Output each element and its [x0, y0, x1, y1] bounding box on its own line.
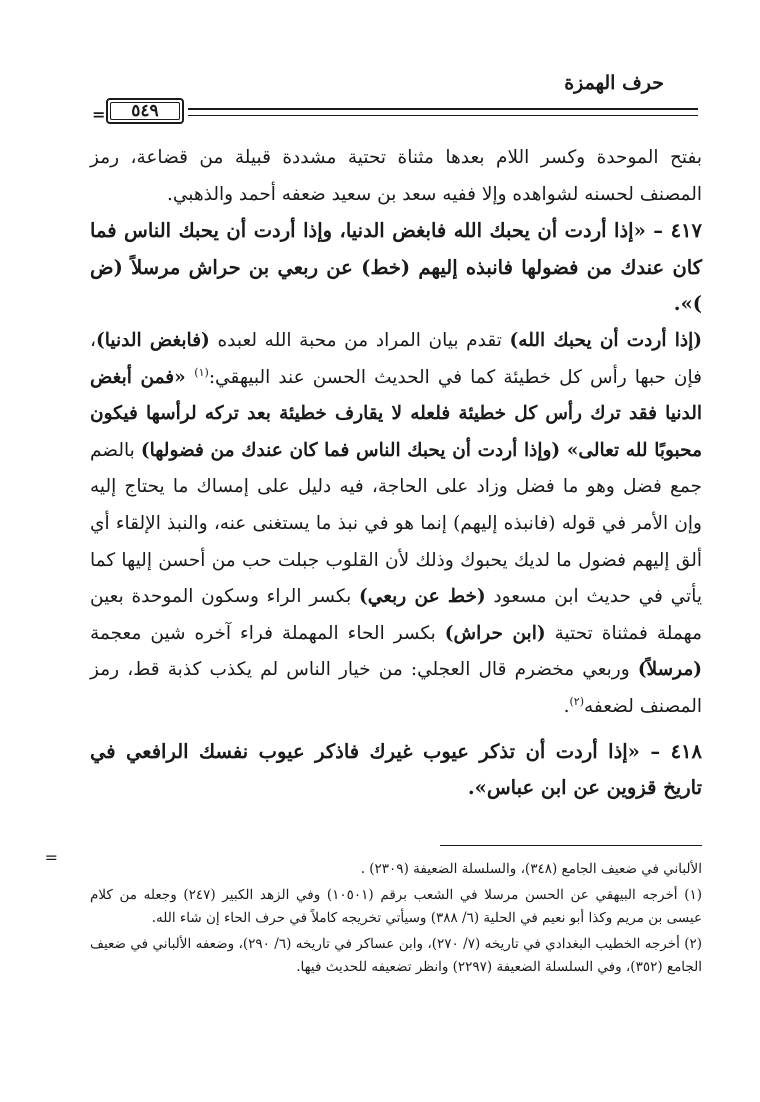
footnote-ref-2: (٢)	[569, 694, 584, 708]
main-text	[90, 140, 702, 807]
commentary-end: .	[563, 695, 570, 717]
commentary-text: بكسر الحاء المهملة فراء آخره شين معجمة	[90, 622, 445, 644]
commentary-quote: (إذا أردت أن يحبك الله)	[509, 329, 702, 351]
rule-dash-mark: =	[92, 105, 106, 124]
commentary-quote: «فمن أبغض الدنيا فقد ترك رأس كل خطيئة فلعله لا يقارف خطيئة بعد تركه لرأسها فيكون محبوبًا لله تعالى»	[90, 366, 702, 461]
commentary-quote: (ابن حراش)	[444, 622, 546, 644]
footnote-1: (١) أخرجه البيهقي عن الحسن مرسلا في الشعب برقم (١٠٥٠١) وفي الزهد الكبير (٢٤٧) وجعله من كلام عيسى بن مريم وكذا أبو نعيم في الحلية (٦/ ٣٨٨) وسيأتي تخريجه كاملاً في حرف الحاء إن شاء الله.	[90, 887, 703, 926]
hadith-418: ٤١٨ – «إذا أردت أن تذكر عيوب غيرك فاذكر عيوب نفسك الرافعي في تاريخ قزوين عن ابن عباس».	[90, 739, 702, 800]
header-rule	[92, 98, 698, 128]
commentary-text: بالضم جمع فضل وهو ما فضل وزاد على الحاجة، فيه دليل على إمساك ما يحتاج إليه وإن الأمر في قوله (فانبذه إليهم) إنما هو في نبذ ما يستغنى عنه، والنبذ الإلقاء أي ألق إليهم فضول ما لديك يحبوك وذلك لأن القلوب جبلت حب من أحسن إليها كما يأتي في حديث ابن مسعود	[90, 439, 702, 608]
double-rule-line	[188, 108, 698, 116]
commentary-text: ، فإن حبها رأس كل خطيئة كما في الحديث الحسن عند البيهقي:	[90, 329, 702, 388]
chapter-title: حرف الهمزة	[564, 72, 664, 94]
footnotes	[90, 858, 702, 982]
footnote-2: (٢) أخرجه الخطيب البغدادي في تاريخه (٧/ ٢٧٠)، وابن عساكر في تاريخه (٦/ ٢٩٠)، وضعفه الألباني في ضعيف الجامع (٣٥٢)، وفي السلسلة الضعيفة (٢٢٩٧) وانظر تضعيفه للحديث فيها.	[90, 936, 703, 975]
commentary-quote: (مرسلاً)	[637, 659, 702, 681]
footnote-ref-1: (١)	[194, 365, 209, 379]
paragraph-continuation: بفتح الموحدة وكسر اللام بعدها مثناة تحتية مشددة قبيلة من قضاعة، رمز المصنف لحسنه لشواهده وإلا ففيه سعد بن سعيد ضعفه أحمد والذهبي.	[90, 147, 702, 205]
hadith-417: ٤١٧ – «إذا أردت أن يحبك الله فابغض الدنيا، وإذا أردت أن يحبك الناس فما كان عندك من فضولها فانبذه إليهم (خط) عن ربعي بن حراش مرسلاً (ض )».	[90, 219, 702, 316]
commentary-quote: (خط عن ربعي)	[359, 586, 486, 608]
commentary-quote: (فابغض الدنيا)	[95, 329, 210, 351]
commentary-417	[90, 323, 702, 726]
footnote-separator	[440, 845, 702, 846]
commentary-text: وربعي مخضرم قال العجلي: من خيار الناس لم يكذب كذبة قط، رمز المصنف لضعفه	[90, 659, 702, 717]
commentary-quote: (وإذا أردت أن يحبك الناس فما كان عندك من فضولها)	[140, 439, 567, 461]
commentary-text: تقدم بيان المراد من محبة الله لعبده	[209, 329, 510, 351]
page-number: ٥٤٩	[106, 98, 184, 124]
footnote-continuation-mark: =	[44, 848, 58, 867]
commentary-text: بكسر الراء وسكون الموحدة بعين مهملة فمثناة تحتية	[90, 586, 702, 644]
footnote-continued: الألباني في ضعيف الجامع (٣٤٨)، والسلسلة الضعيفة (٢٣٠٩) .	[360, 861, 702, 877]
